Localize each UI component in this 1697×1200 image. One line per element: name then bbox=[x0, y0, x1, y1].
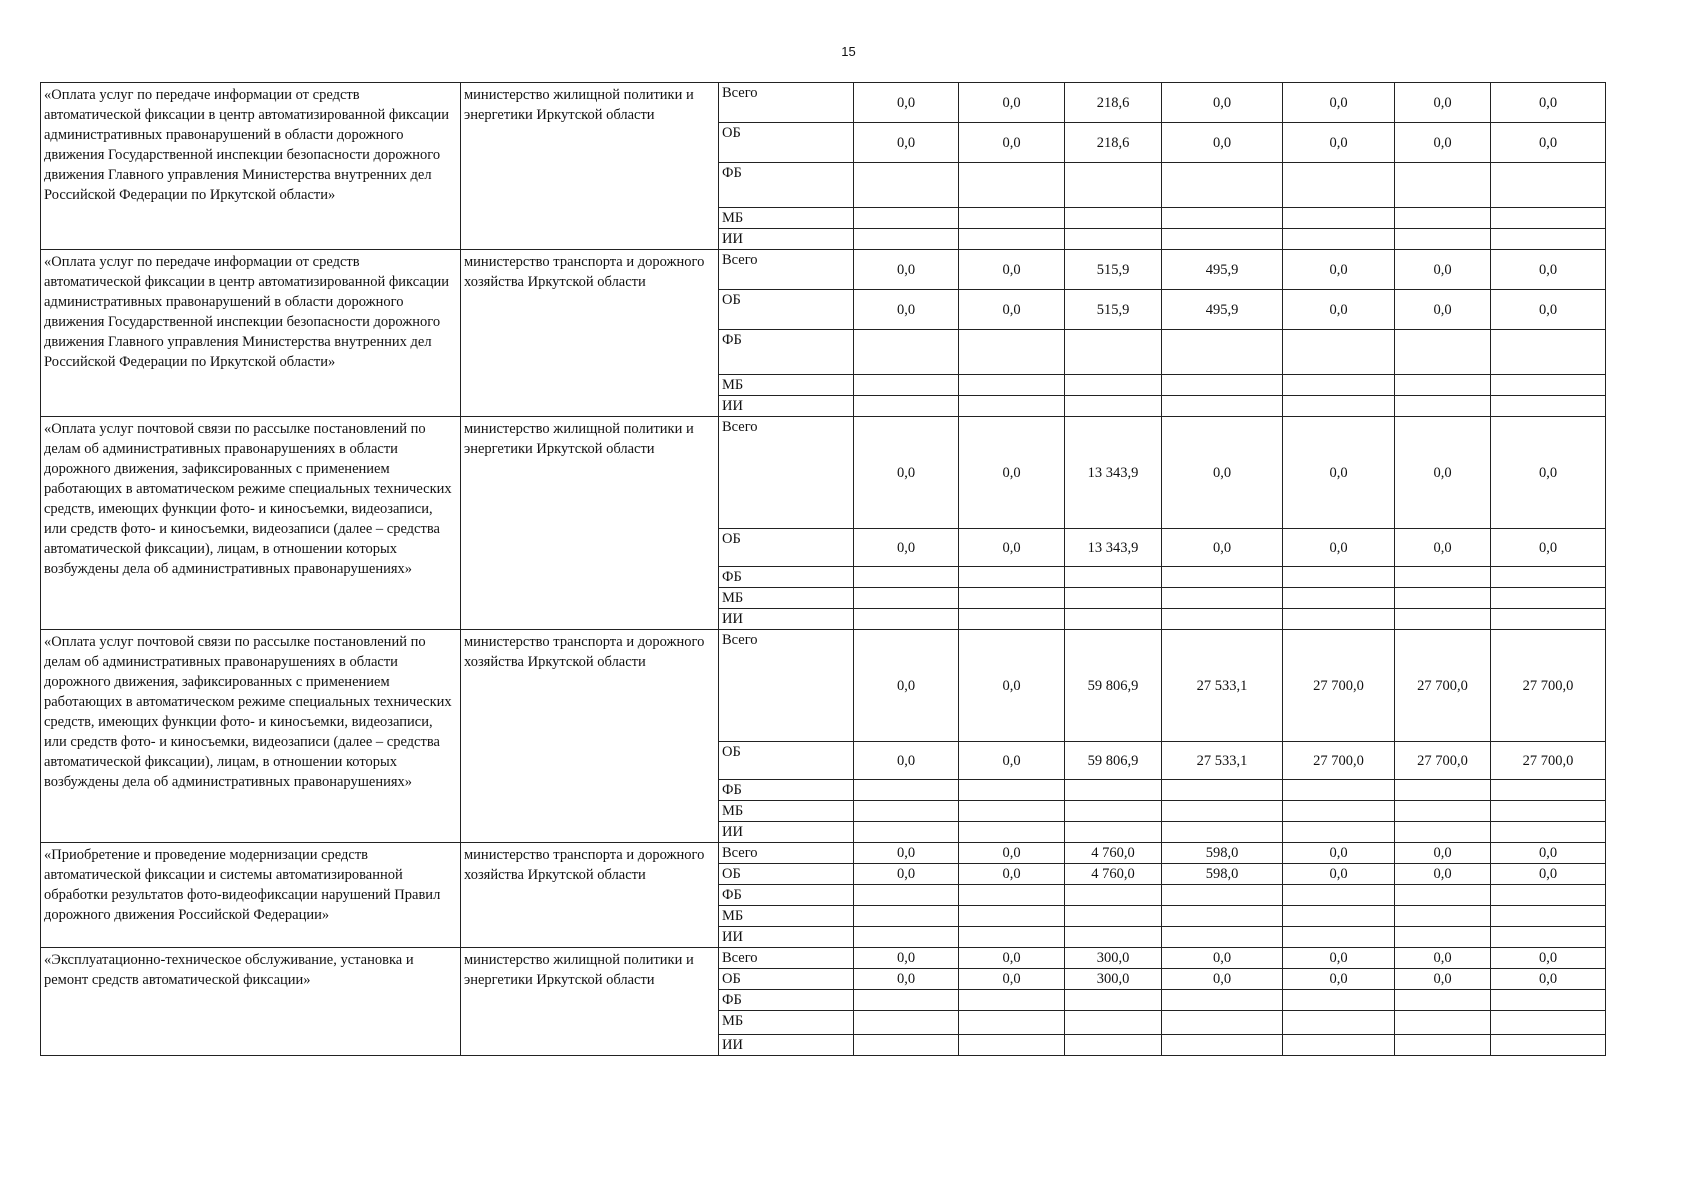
empty-cell bbox=[959, 822, 1065, 843]
amount-cell: 0,0 bbox=[959, 630, 1065, 742]
empty-cell bbox=[1395, 567, 1491, 588]
amount-cell: 0,0 bbox=[1395, 948, 1491, 969]
empty-cell bbox=[1491, 567, 1606, 588]
empty-cell bbox=[1395, 927, 1491, 948]
empty-cell bbox=[1065, 927, 1162, 948]
empty-cell bbox=[1065, 906, 1162, 927]
empty-cell bbox=[854, 822, 959, 843]
empty-cell bbox=[1395, 229, 1491, 250]
empty-cell bbox=[1162, 609, 1283, 630]
empty-cell bbox=[854, 163, 959, 208]
responsible-executor: министерство транспорта и дорожного хозяйства Иркутской области bbox=[461, 843, 719, 948]
empty-cell bbox=[1162, 229, 1283, 250]
amount-cell: 0,0 bbox=[1162, 948, 1283, 969]
amount-cell: 0,0 bbox=[1491, 843, 1606, 864]
empty-cell bbox=[1283, 567, 1395, 588]
empty-cell bbox=[1065, 885, 1162, 906]
amount-cell: 0,0 bbox=[959, 123, 1065, 163]
empty-cell bbox=[854, 588, 959, 609]
amount-cell: 0,0 bbox=[1162, 969, 1283, 990]
empty-cell bbox=[1491, 801, 1606, 822]
empty-cell bbox=[1491, 208, 1606, 229]
empty-cell bbox=[1065, 208, 1162, 229]
amount-cell: 0,0 bbox=[1283, 290, 1395, 330]
empty-cell bbox=[1491, 163, 1606, 208]
amount-cell: 218,6 bbox=[1065, 83, 1162, 123]
empty-cell bbox=[959, 375, 1065, 396]
table-row bbox=[41, 948, 1606, 969]
empty-cell bbox=[1065, 780, 1162, 801]
empty-cell bbox=[854, 780, 959, 801]
amount-cell: 300,0 bbox=[1065, 948, 1162, 969]
empty-cell bbox=[854, 609, 959, 630]
funding-source-label: ФБ bbox=[719, 990, 854, 1011]
empty-cell bbox=[959, 229, 1065, 250]
funding-source-label: Всего bbox=[719, 843, 854, 864]
empty-cell bbox=[1283, 801, 1395, 822]
amount-cell: 495,9 bbox=[1162, 250, 1283, 290]
empty-cell bbox=[1395, 780, 1491, 801]
funding-source-label: ИИ bbox=[719, 822, 854, 843]
empty-cell bbox=[1491, 330, 1606, 375]
amount-cell: 0,0 bbox=[1491, 250, 1606, 290]
amount-cell: 0,0 bbox=[854, 864, 959, 885]
amount-cell: 0,0 bbox=[959, 948, 1065, 969]
funding-source-label: МБ bbox=[719, 208, 854, 229]
amount-cell: 0,0 bbox=[1162, 529, 1283, 567]
amount-cell: 0,0 bbox=[1491, 864, 1606, 885]
amount-cell: 0,0 bbox=[1491, 417, 1606, 529]
amount-cell: 598,0 bbox=[1162, 864, 1283, 885]
amount-cell: 27 700,0 bbox=[1491, 630, 1606, 742]
empty-cell bbox=[959, 780, 1065, 801]
amount-cell: 0,0 bbox=[959, 83, 1065, 123]
empty-cell bbox=[1162, 927, 1283, 948]
funding-source-label: ОБ bbox=[719, 742, 854, 780]
amount-cell: 0,0 bbox=[1283, 969, 1395, 990]
responsible-executor: министерство жилищной политики и энергетики Иркутской области bbox=[461, 417, 719, 630]
empty-cell bbox=[1162, 163, 1283, 208]
amount-cell: 0,0 bbox=[1283, 417, 1395, 529]
funding-source-label: Всего bbox=[719, 250, 854, 290]
empty-cell bbox=[1162, 906, 1283, 927]
empty-cell bbox=[1395, 396, 1491, 417]
empty-cell bbox=[1162, 990, 1283, 1011]
empty-cell bbox=[854, 1011, 959, 1035]
empty-cell bbox=[1283, 375, 1395, 396]
amount-cell: 0,0 bbox=[854, 742, 959, 780]
empty-cell bbox=[1283, 609, 1395, 630]
empty-cell bbox=[854, 885, 959, 906]
empty-cell bbox=[1065, 990, 1162, 1011]
amount-cell: 0,0 bbox=[1395, 250, 1491, 290]
amount-cell: 0,0 bbox=[854, 948, 959, 969]
empty-cell bbox=[1491, 1011, 1606, 1035]
empty-cell bbox=[854, 229, 959, 250]
funding-source-label: ИИ bbox=[719, 229, 854, 250]
empty-cell bbox=[854, 567, 959, 588]
funding-source-label: Всего bbox=[719, 630, 854, 742]
funding-source-label: ОБ bbox=[719, 864, 854, 885]
empty-cell bbox=[1065, 588, 1162, 609]
empty-cell bbox=[854, 906, 959, 927]
amount-cell: 0,0 bbox=[1491, 83, 1606, 123]
amount-cell: 0,0 bbox=[854, 529, 959, 567]
funding-source-label: ОБ bbox=[719, 969, 854, 990]
empty-cell bbox=[1283, 1011, 1395, 1035]
funding-source-label: ФБ bbox=[719, 163, 854, 208]
amount-cell: 515,9 bbox=[1065, 250, 1162, 290]
empty-cell bbox=[1283, 163, 1395, 208]
empty-cell bbox=[1283, 208, 1395, 229]
empty-cell bbox=[1065, 1011, 1162, 1035]
amount-cell: 0,0 bbox=[959, 969, 1065, 990]
empty-cell bbox=[959, 1035, 1065, 1056]
amount-cell: 0,0 bbox=[1283, 948, 1395, 969]
amount-cell: 495,9 bbox=[1162, 290, 1283, 330]
empty-cell bbox=[1065, 375, 1162, 396]
empty-cell bbox=[1065, 1035, 1162, 1056]
amount-cell: 0,0 bbox=[1491, 969, 1606, 990]
empty-cell bbox=[1162, 330, 1283, 375]
empty-cell bbox=[1395, 375, 1491, 396]
empty-cell bbox=[1491, 906, 1606, 927]
empty-cell bbox=[1491, 822, 1606, 843]
empty-cell bbox=[1065, 396, 1162, 417]
amount-cell: 0,0 bbox=[1491, 123, 1606, 163]
amount-cell: 0,0 bbox=[1283, 83, 1395, 123]
amount-cell: 0,0 bbox=[1395, 290, 1491, 330]
funding-source-label: Всего bbox=[719, 948, 854, 969]
empty-cell bbox=[1162, 822, 1283, 843]
amount-cell: 0,0 bbox=[1491, 948, 1606, 969]
amount-cell: 0,0 bbox=[854, 417, 959, 529]
empty-cell bbox=[854, 990, 959, 1011]
empty-cell bbox=[854, 396, 959, 417]
funding-source-label: ИИ bbox=[719, 609, 854, 630]
empty-cell bbox=[959, 588, 1065, 609]
empty-cell bbox=[854, 1035, 959, 1056]
empty-cell bbox=[1162, 1035, 1283, 1056]
amount-cell: 0,0 bbox=[854, 290, 959, 330]
funding-source-label: ФБ bbox=[719, 567, 854, 588]
empty-cell bbox=[959, 927, 1065, 948]
empty-cell bbox=[1283, 1035, 1395, 1056]
empty-cell bbox=[1491, 609, 1606, 630]
funding-source-label: ИИ bbox=[719, 927, 854, 948]
amount-cell: 0,0 bbox=[1491, 529, 1606, 567]
empty-cell bbox=[1283, 588, 1395, 609]
responsible-executor: министерство жилищной политики и энергетики Иркутской области bbox=[461, 83, 719, 250]
empty-cell bbox=[959, 330, 1065, 375]
responsible-executor: министерство транспорта и дорожного хозяйства Иркутской области bbox=[461, 250, 719, 417]
empty-cell bbox=[959, 990, 1065, 1011]
amount-cell: 0,0 bbox=[854, 250, 959, 290]
funding-source-label: ФБ bbox=[719, 780, 854, 801]
amount-cell: 0,0 bbox=[959, 417, 1065, 529]
empty-cell bbox=[1283, 396, 1395, 417]
empty-cell bbox=[1065, 567, 1162, 588]
amount-cell: 0,0 bbox=[1162, 83, 1283, 123]
empty-cell bbox=[1395, 330, 1491, 375]
empty-cell bbox=[959, 163, 1065, 208]
empty-cell bbox=[1065, 330, 1162, 375]
empty-cell bbox=[1491, 396, 1606, 417]
amount-cell: 4 760,0 bbox=[1065, 864, 1162, 885]
empty-cell bbox=[1491, 1035, 1606, 1056]
funding-source-label: ФБ bbox=[719, 885, 854, 906]
amount-cell: 27 700,0 bbox=[1491, 742, 1606, 780]
funding-source-label: ОБ bbox=[719, 529, 854, 567]
empty-cell bbox=[1162, 375, 1283, 396]
funding-source-label: МБ bbox=[719, 801, 854, 822]
amount-cell: 598,0 bbox=[1162, 843, 1283, 864]
amount-cell: 0,0 bbox=[959, 843, 1065, 864]
amount-cell: 0,0 bbox=[1395, 417, 1491, 529]
funding-source-label: ИИ bbox=[719, 1035, 854, 1056]
empty-cell bbox=[1162, 1011, 1283, 1035]
empty-cell bbox=[854, 208, 959, 229]
amount-cell: 0,0 bbox=[1395, 123, 1491, 163]
responsible-executor: министерство транспорта и дорожного хозяйства Иркутской области bbox=[461, 630, 719, 843]
amount-cell: 0,0 bbox=[854, 843, 959, 864]
amount-cell: 0,0 bbox=[1162, 123, 1283, 163]
empty-cell bbox=[1395, 1011, 1491, 1035]
measure-description: «Эксплуатационно-техническое обслуживание, установка и ремонт средств автоматической фиксации» bbox=[41, 948, 461, 1056]
amount-cell: 27 700,0 bbox=[1283, 630, 1395, 742]
empty-cell bbox=[1395, 588, 1491, 609]
empty-cell bbox=[1162, 396, 1283, 417]
empty-cell bbox=[1065, 801, 1162, 822]
empty-cell bbox=[1162, 801, 1283, 822]
amount-cell: 27 533,1 bbox=[1162, 742, 1283, 780]
empty-cell bbox=[1162, 567, 1283, 588]
empty-cell bbox=[1283, 330, 1395, 375]
empty-cell bbox=[959, 801, 1065, 822]
empty-cell bbox=[1283, 906, 1395, 927]
empty-cell bbox=[1395, 801, 1491, 822]
measure-description: «Приобретение и проведение модернизации средств автоматической фиксации и системы автоматизированной обработки результатов фото-видеофиксации нарушений Правил дорожного движения Российской Федерации» bbox=[41, 843, 461, 948]
empty-cell bbox=[1162, 885, 1283, 906]
amount-cell: 515,9 bbox=[1065, 290, 1162, 330]
empty-cell bbox=[1283, 885, 1395, 906]
amount-cell: 0,0 bbox=[1283, 843, 1395, 864]
amount-cell: 27 700,0 bbox=[1395, 630, 1491, 742]
amount-cell: 218,6 bbox=[1065, 123, 1162, 163]
empty-cell bbox=[1283, 927, 1395, 948]
amount-cell: 27 700,0 bbox=[1283, 742, 1395, 780]
funding-source-label: Всего bbox=[719, 417, 854, 529]
amount-cell: 0,0 bbox=[959, 290, 1065, 330]
empty-cell bbox=[959, 906, 1065, 927]
amount-cell: 0,0 bbox=[854, 969, 959, 990]
empty-cell bbox=[1162, 780, 1283, 801]
amount-cell: 0,0 bbox=[959, 742, 1065, 780]
amount-cell: 27 533,1 bbox=[1162, 630, 1283, 742]
measure-description: «Оплата услуг по передаче информации от средств автоматической фиксации в центр автоматизированной фиксации административных правонарушений в области дорожного движения Государственной инспекции безопасности дорожного движения Главного управления Министерства внутренних дел Российской Федерации по Иркутской области» bbox=[41, 250, 461, 417]
funding-source-label: ОБ bbox=[719, 123, 854, 163]
amount-cell: 0,0 bbox=[1283, 250, 1395, 290]
amount-cell: 0,0 bbox=[1162, 417, 1283, 529]
amount-cell: 0,0 bbox=[1395, 864, 1491, 885]
empty-cell bbox=[1491, 885, 1606, 906]
amount-cell: 4 760,0 bbox=[1065, 843, 1162, 864]
empty-cell bbox=[959, 396, 1065, 417]
empty-cell bbox=[1283, 822, 1395, 843]
amount-cell: 0,0 bbox=[1395, 83, 1491, 123]
empty-cell bbox=[1065, 609, 1162, 630]
empty-cell bbox=[959, 1011, 1065, 1035]
amount-cell: 13 343,9 bbox=[1065, 417, 1162, 529]
empty-cell bbox=[1283, 990, 1395, 1011]
empty-cell bbox=[854, 927, 959, 948]
empty-cell bbox=[1162, 588, 1283, 609]
table-row bbox=[41, 250, 1606, 290]
measure-description: «Оплата услуг почтовой связи по рассылке постановлений по делам об административных правонарушениях в области дорожного движения, зафиксированных с применением работающих в автоматическом режиме специальных технических средств, имеющих функции фото- и киносъемки, видеозаписи, или средств фото- и киносъемки, видеозаписи (далее – средства автоматической фиксации), лицам, в отношении которых возбуждены дела об административных правонарушениях» bbox=[41, 630, 461, 843]
empty-cell bbox=[1065, 822, 1162, 843]
page-number: 15 bbox=[841, 44, 856, 59]
funding-source-label: МБ bbox=[719, 906, 854, 927]
amount-cell: 59 806,9 bbox=[1065, 630, 1162, 742]
funding-source-label: Всего bbox=[719, 83, 854, 123]
empty-cell bbox=[1395, 822, 1491, 843]
amount-cell: 0,0 bbox=[854, 630, 959, 742]
empty-cell bbox=[854, 330, 959, 375]
empty-cell bbox=[1395, 208, 1491, 229]
amount-cell: 0,0 bbox=[1491, 290, 1606, 330]
amount-cell: 0,0 bbox=[1395, 969, 1491, 990]
empty-cell bbox=[1395, 1035, 1491, 1056]
table-row bbox=[41, 83, 1606, 123]
empty-cell bbox=[1065, 163, 1162, 208]
amount-cell: 0,0 bbox=[854, 123, 959, 163]
empty-cell bbox=[1491, 229, 1606, 250]
table-row bbox=[41, 843, 1606, 864]
empty-cell bbox=[1395, 885, 1491, 906]
amount-cell: 0,0 bbox=[1283, 529, 1395, 567]
empty-cell bbox=[1491, 780, 1606, 801]
empty-cell bbox=[959, 885, 1065, 906]
responsible-executor: министерство жилищной политики и энергетики Иркутской области bbox=[461, 948, 719, 1056]
amount-cell: 13 343,9 bbox=[1065, 529, 1162, 567]
measure-description: «Оплата услуг почтовой связи по рассылке постановлений по делам об административных правонарушениях в области дорожного движения, зафиксированных с применением работающих в автоматическом режиме специальных технических средств, имеющих функции фото- и киносъемки, видеозаписи, или средств фото- и киносъемки, видеозаписи (далее – средства автоматической фиксации), лицам, в отношении которых возбуждены дела об административных правонарушениях» bbox=[41, 417, 461, 630]
amount-cell: 59 806,9 bbox=[1065, 742, 1162, 780]
empty-cell bbox=[1162, 208, 1283, 229]
budget-table bbox=[40, 82, 1606, 1056]
funding-source-label: ИИ bbox=[719, 396, 854, 417]
amount-cell: 0,0 bbox=[1395, 843, 1491, 864]
empty-cell bbox=[854, 375, 959, 396]
amount-cell: 0,0 bbox=[959, 250, 1065, 290]
amount-cell: 0,0 bbox=[959, 864, 1065, 885]
funding-source-label: МБ bbox=[719, 1011, 854, 1035]
funding-source-label: ОБ bbox=[719, 290, 854, 330]
empty-cell bbox=[1395, 609, 1491, 630]
amount-cell: 27 700,0 bbox=[1395, 742, 1491, 780]
table-row bbox=[41, 417, 1606, 529]
empty-cell bbox=[959, 609, 1065, 630]
amount-cell: 0,0 bbox=[1395, 529, 1491, 567]
empty-cell bbox=[959, 567, 1065, 588]
empty-cell bbox=[1395, 990, 1491, 1011]
empty-cell bbox=[1065, 229, 1162, 250]
funding-source-label: ФБ bbox=[719, 330, 854, 375]
empty-cell bbox=[1491, 375, 1606, 396]
amount-cell: 0,0 bbox=[854, 83, 959, 123]
empty-cell bbox=[1491, 927, 1606, 948]
empty-cell bbox=[854, 801, 959, 822]
amount-cell: 0,0 bbox=[1283, 864, 1395, 885]
empty-cell bbox=[1395, 163, 1491, 208]
empty-cell bbox=[1491, 588, 1606, 609]
empty-cell bbox=[1395, 906, 1491, 927]
amount-cell: 300,0 bbox=[1065, 969, 1162, 990]
amount-cell: 0,0 bbox=[1283, 123, 1395, 163]
amount-cell: 0,0 bbox=[959, 529, 1065, 567]
empty-cell bbox=[1491, 990, 1606, 1011]
measure-description: «Оплата услуг по передаче информации от средств автоматической фиксации в центр автоматизированной фиксации административных правонарушений в области дорожного движения Государственной инспекции безопасности дорожного движения Главного управления Министерства внутренних дел Российской Федерации по Иркутской области» bbox=[41, 83, 461, 250]
funding-source-label: МБ bbox=[719, 588, 854, 609]
empty-cell bbox=[1283, 780, 1395, 801]
empty-cell bbox=[959, 208, 1065, 229]
funding-source-label: МБ bbox=[719, 375, 854, 396]
empty-cell bbox=[1283, 229, 1395, 250]
table-row bbox=[41, 630, 1606, 742]
